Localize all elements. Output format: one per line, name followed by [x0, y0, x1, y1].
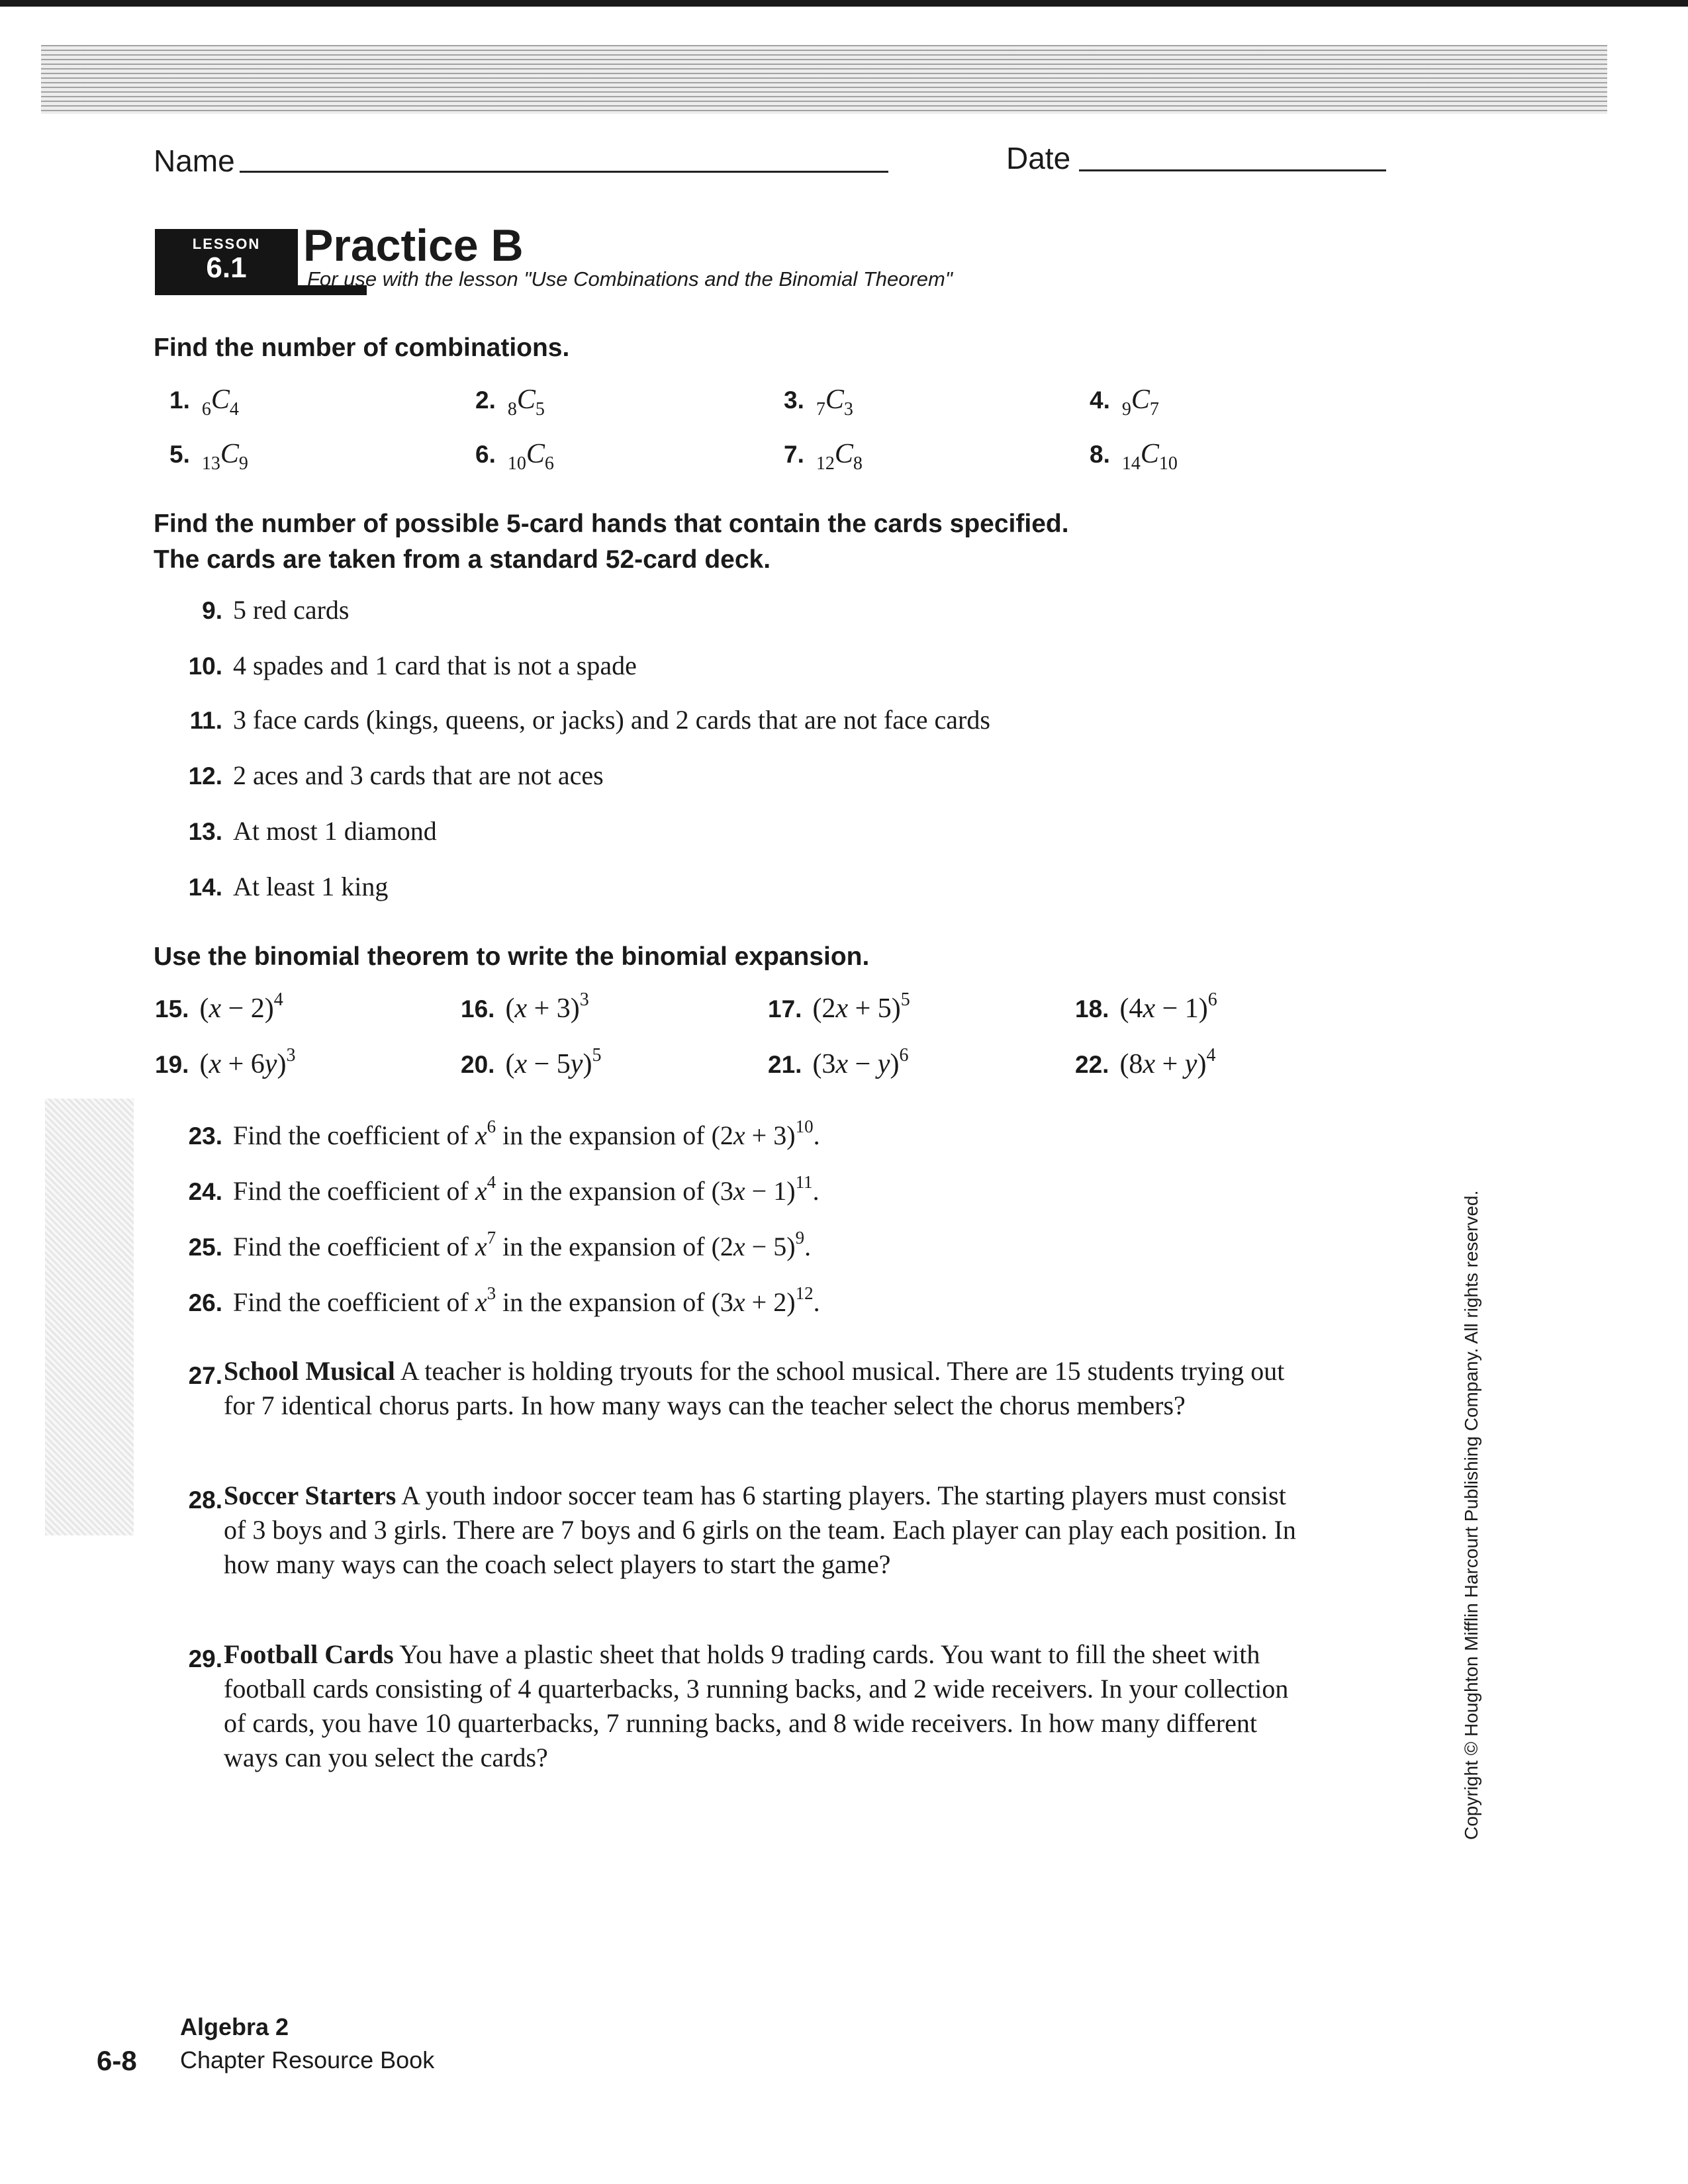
word-problem: Football Cards You have a plastic sheet that holds 9 trading cards. You want to fill the sheet with football cards consisting of 4 quarterbacks, 3 running backs, and 2 wide receivers. In your collection of cards, you have 10 quarterbacks, 7 running backs, and 8 wide receivers. In how many different ways can you select the cards? — [224, 1639, 1289, 1772]
combination-item: 3. $_7C_3$ — [784, 385, 853, 420]
list-item: 13. At most 1 diamond — [188, 816, 437, 846]
page-subtitle: For use with the lesson "Use Combinations and the Binomial Theorem" — [307, 267, 953, 291]
coefficient-item: 24. Find the coefficient of $x^4$ in the expansion of $(3x - 1)^{11}$. — [188, 1172, 820, 1206]
date-label: Date — [1006, 141, 1071, 175]
page-title: Practice B — [303, 220, 524, 271]
binomial-item: 17. $(2x + 5)^5$ — [768, 989, 910, 1024]
combination-item: 7. $_{12}C_8$ — [784, 439, 863, 474]
coefficient-item: 25. Find the coefficient of $x^7$ in the expansion of $(2x - 5)^9$. — [188, 1228, 812, 1261]
binomial-item: 18. $(4x - 1)^6$ — [1075, 989, 1217, 1024]
binomial-item: 15. $(x - 2)^4$ — [155, 989, 283, 1024]
header-hatch-band — [41, 45, 1607, 114]
lesson-badge — [155, 229, 298, 295]
section2-heading-line2: The cards are taken from a standard 52-card deck. — [154, 545, 771, 574]
section1-heading: Find the number of combinations. — [154, 334, 570, 362]
lesson-word: LESSON — [192, 236, 261, 252]
combination-item: 5. $_{13}C_9$ — [169, 439, 248, 474]
combination-item: 8. $_{14}C_{10}$ — [1090, 439, 1178, 474]
coefficient-item: 23. Find the coefficient of $x^6$ in the expansion of $(2x + 3)^{10}$. — [188, 1116, 820, 1150]
word-problem-title: Soccer Starters — [224, 1480, 397, 1510]
top-border — [0, 0, 1688, 7]
binomial-item: 21. $(3x - y)^6$ — [768, 1045, 909, 1079]
list-item: 12. 2 aces and 3 cards that are not aces — [188, 760, 604, 790]
binomial-item: 19. $(x + 6y)^3$ — [155, 1045, 296, 1079]
word-problem-number: 28. — [188, 1486, 222, 1514]
footer-subtitle: Chapter Resource Book — [180, 2046, 435, 2073]
word-problem-title: School Musical — [224, 1356, 395, 1386]
list-item: 10. 4 spades and 1 card that is not a spade — [188, 651, 637, 680]
name-label: Name — [154, 144, 235, 178]
lesson-number: 6.1 — [206, 251, 247, 284]
footer-book-title: Algebra 2 — [180, 2013, 289, 2040]
page-number: 6-8 — [97, 2045, 137, 2076]
binomial-item: 22. $(8x + y)^4$ — [1075, 1045, 1216, 1079]
word-problem-number: 27. — [188, 1362, 222, 1389]
list-item: 14. At least 1 king — [188, 872, 389, 901]
combination-item: 1. $_6C_4$ — [169, 385, 239, 420]
binomial-item: 16. $(x + 3)^3$ — [461, 989, 589, 1024]
combination-item: 6. $_{10}C_6$ — [475, 439, 554, 474]
name-field-line[interactable] — [240, 171, 888, 173]
combination-item: 4. $_9C_7$ — [1090, 385, 1159, 420]
word-problem: School Musical A teacher is holding tryouts for the school musical. There are 15 students trying out for 7 identical chorus parts. In how many ways can the teacher select the chorus members? — [224, 1356, 1285, 1420]
copyright-notice: Copyright © Houghton Mifflin Harcourt Publishing Company. All rights reserved. — [1461, 1190, 1481, 1840]
date-field-line[interactable] — [1079, 169, 1386, 171]
combination-item: 2. $_8C_5$ — [475, 385, 545, 420]
list-item: 9. 5 red cards — [202, 595, 350, 625]
list-item: 11. 3 face cards (kings, queens, or jacks) and 2 cards that are not face cards — [189, 705, 990, 735]
side-tab-decoration — [45, 1099, 134, 1535]
binomial-item: 20. $(x - 5y)^5$ — [461, 1045, 602, 1079]
word-problem-title: Football Cards — [224, 1639, 394, 1669]
word-problem-number: 29. — [188, 1645, 222, 1672]
word-problem: Soccer Starters A youth indoor soccer team has 6 starting players. The starting players must consist of 3 boys and 3 girls. There are 7 boys and 6 girls on the team. Each player can play each position. In how many ways can the coach select players to start the game? — [224, 1480, 1296, 1579]
coefficient-item: 26. Find the coefficient of $x^3$ in the expansion of $(3x + 2)^{12}$. — [188, 1283, 820, 1317]
section3-heading: Use the binomial theorem to write the binomial expansion. — [154, 942, 870, 971]
section2-heading-line1: Find the number of possible 5-card hands that contain the cards specified. — [154, 510, 1069, 538]
